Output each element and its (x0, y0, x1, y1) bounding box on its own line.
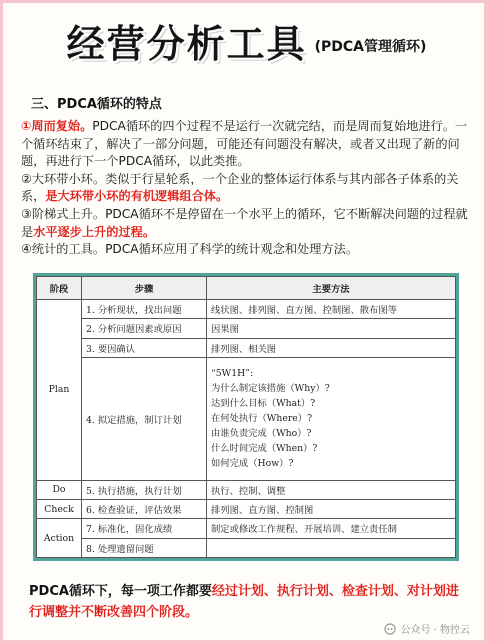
step-cell: 1. 分析现状，找出问题 (82, 300, 207, 319)
feature-4-text: PDCA循环应用了科学的统计观念和处理方法。 (105, 242, 359, 257)
method-cell: 排列图、直方图、控制图 (207, 499, 456, 518)
features-text (21, 118, 473, 259)
pdca-table-frame (33, 273, 459, 561)
step-cell: 8. 处理遗留问题 (82, 538, 207, 557)
5w1h-line: 由谁负责完成（Who）? (211, 428, 312, 440)
method-cell: 执行、控制、调整 (207, 480, 456, 499)
step-cell: 5. 执行措施，执行计划 (82, 480, 207, 499)
method-cell: 制定或修改工作规程、开展培训、建立责任制 (207, 519, 456, 538)
summary-footer (29, 581, 469, 623)
feature-3-highlight: 水平逐步上升的过程。 (33, 224, 156, 239)
table-row (37, 538, 456, 557)
5w1h-line: 如何完成（How）? (211, 458, 294, 470)
phase-action: Action (37, 519, 82, 558)
header-method: 主要方法 (207, 277, 456, 300)
header-step: 步骤 (82, 277, 207, 300)
section-heading: 三、PDCA循环的特点 (31, 97, 162, 112)
header-phase: 阶段 (37, 277, 82, 300)
watermark-text: 公众号 · 物控云 (400, 625, 470, 636)
method-cell: 排列图、相关图 (207, 338, 456, 357)
step-cell: 4. 拟定措施，制订计划 (82, 357, 207, 480)
table-row (37, 300, 456, 319)
table-row (37, 499, 456, 518)
feature-2 (21, 171, 473, 206)
5w1h-line: 为什么制定该措施（Why）? (211, 383, 330, 395)
method-cell: 因果图 (207, 319, 456, 338)
feature-2-text: 类似于行星轮系，一个企业的整体运行体系与其内部各子体系的关系， (21, 171, 459, 204)
method-cell: 线状图、排列图、直方图、控制图、散布图等 (207, 300, 456, 319)
wechat-official-account-icon (384, 623, 396, 635)
phase-plan: Plan (37, 300, 82, 481)
watermark (384, 621, 470, 636)
step-cell: 7. 标准化，固化成绩 (82, 519, 207, 538)
table-row (37, 357, 456, 480)
feature-1 (21, 118, 473, 171)
step-cell: 6. 检查验证，评估效果 (82, 499, 207, 518)
table-header-row (37, 277, 456, 300)
feature-1-text: PDCA循环的四个过程不是运行一次就完结，而是周而复始地进行。一个循环结束了，解决了一部分问题，可能还有问题没有解决，或者又出现了新的问题，再进行下一个PDCA循环，以此类推。 (21, 119, 468, 169)
feature-2-highlight: 是大环带小环的有机逻辑组合体。 (45, 189, 229, 204)
footer-highlight: 经过计划、执行计划、检查计划、对计划进行调整并不断改善四个阶段。 (29, 584, 459, 620)
5w1h-line: 达到什么目标（What）? (211, 398, 316, 410)
feature-1-lead: ①周而复始。 (21, 119, 93, 133)
phase-check: Check (37, 499, 82, 518)
5w1h-line: “5W1H”: (211, 368, 254, 380)
title-banner (3, 15, 487, 65)
table-row (37, 480, 456, 499)
5w1h-line: 在何处执行（Where）? (211, 413, 313, 425)
feature-4-lead: ④统计的工具。 (21, 242, 106, 257)
feature-2-lead: ②大环带小环。 (21, 171, 106, 186)
feature-4 (21, 241, 473, 259)
feature-3 (21, 206, 473, 241)
phase-do: Do (37, 480, 82, 499)
table-row (37, 519, 456, 538)
method-cell (207, 538, 456, 557)
page-title: 经营分析工具 (66, 21, 307, 66)
page-subtitle: (PDCA管理循环) (314, 39, 427, 55)
5w1h-list (211, 366, 451, 471)
table-row (37, 319, 456, 338)
feature-3-lead: ③阶梯式上升。 (21, 206, 106, 221)
step-cell: 3. 要因确认 (82, 338, 207, 357)
table-row (37, 338, 456, 357)
step-cell: 2. 分析问题因素或原因 (82, 319, 207, 338)
footer-text: PDCA循环下，每一项工作都要 (29, 584, 212, 599)
5w1h-line: 什么时间完成（When）? (211, 443, 318, 455)
pdca-table (36, 276, 456, 558)
feature-3-text: PDCA循环不是停留在一个水平上的循环，它不断解决问题的过程就是 (21, 206, 468, 239)
method-cell (207, 357, 456, 480)
